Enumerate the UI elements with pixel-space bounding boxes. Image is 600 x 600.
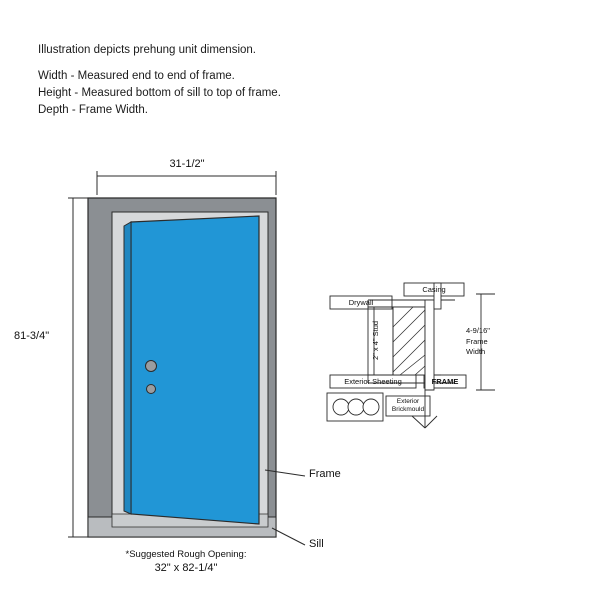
note-line-1: Illustration depicts prehung unit dimension. — [38, 44, 256, 56]
frame-width-label-line2: Width — [466, 347, 486, 356]
frame-width-value-label: 4-9/16" — [466, 326, 490, 335]
frame-width-label-line1: Frame — [466, 337, 488, 346]
note-line-2: Width - Measured end to end of frame. — [38, 70, 235, 82]
note-line-3: Height - Measured bottom of sill to top of frame. — [38, 87, 281, 99]
frame-callout-label: Frame — [309, 468, 341, 480]
rough-opening-value: 32" x 82-1/4" — [154, 562, 218, 574]
stud-label: 2" x 4" Stud — [371, 320, 380, 360]
frame-detail-label: FRAME — [431, 377, 459, 386]
drywall-label: Drywall — [348, 298, 374, 307]
height-dimension-label: 81-3/4" — [14, 330, 50, 342]
note-line-4: Depth - Frame Width. — [38, 104, 148, 116]
width-dimension-label: 31-1/2" — [169, 158, 205, 170]
exterior-brickmould-label-line1: Exterior — [396, 398, 420, 405]
sill-callout-label: Sill — [309, 538, 324, 550]
door-slab — [124, 216, 259, 524]
exterior-brickmould-label-line2: Brickmould — [391, 406, 425, 413]
sill-callout-leader — [272, 528, 305, 545]
width-dimension-line — [97, 171, 276, 195]
exterior-sheeting-label: Exterior Sheeting — [344, 377, 402, 386]
casing-label: Casing — [422, 285, 446, 294]
rough-opening-label: *Suggested Rough Opening: — [125, 549, 247, 560]
